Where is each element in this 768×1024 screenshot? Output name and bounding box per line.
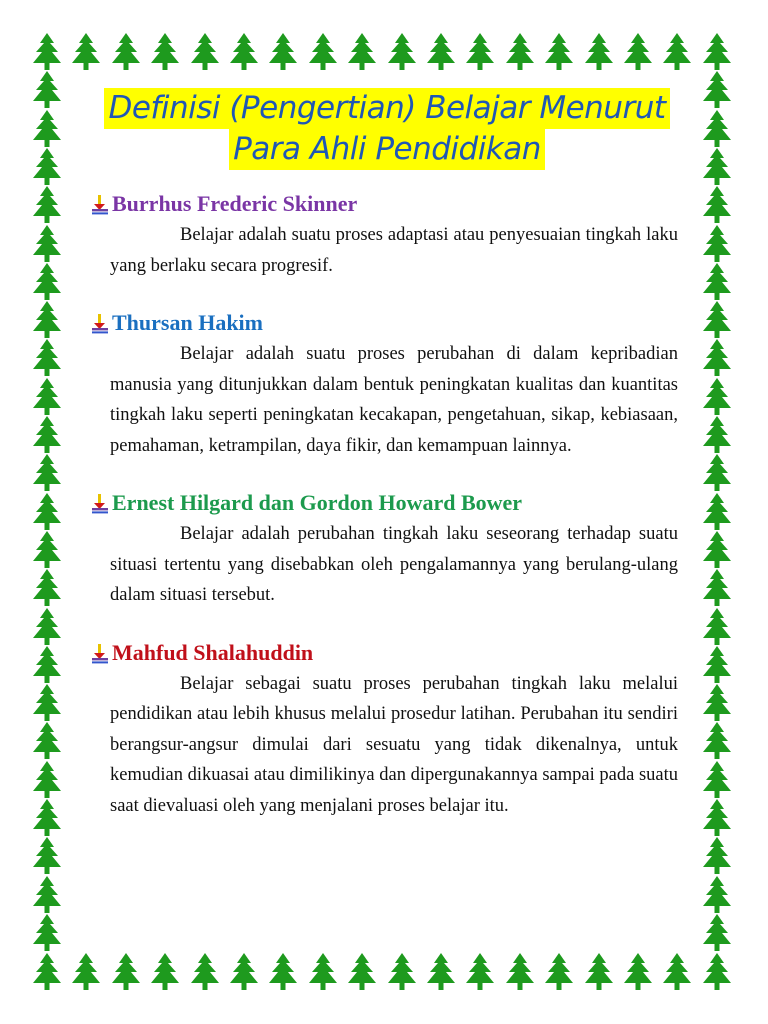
christmas-tree-icon bbox=[30, 721, 64, 761]
christmas-tree-icon bbox=[30, 109, 64, 149]
christmas-tree-icon bbox=[700, 952, 734, 992]
document-body bbox=[96, 88, 678, 847]
section-heading bbox=[90, 637, 678, 669]
christmas-tree-icon bbox=[700, 492, 734, 532]
christmas-tree-icon bbox=[582, 32, 616, 72]
section-paragraph: Belajar sebagai suatu proses perubahan tingkah laku melalui pendidikan atau lebih khusus melalui prosedur latihan. Perubahan itu sendiri berangsur-angsur dimulai dari sesuatu yang tidak dikenalnya, untuk kemudian dikuasai atau dimilikinya dan dipergunakannya sampai pada suatu saat dievaluasi oleh yang menjalani proses belajar itu. bbox=[110, 673, 678, 816]
heading-text: Burrhus Frederic Skinner bbox=[112, 191, 358, 216]
christmas-tree-icon bbox=[503, 32, 537, 72]
christmas-tree-icon bbox=[700, 338, 734, 378]
christmas-tree-icon bbox=[700, 109, 734, 149]
arrow-bullet-icon bbox=[90, 642, 110, 664]
christmas-tree-icon bbox=[542, 952, 576, 992]
christmas-tree-icon bbox=[266, 32, 300, 72]
heading-text: Mahfud Shalahuddin bbox=[112, 639, 314, 665]
christmas-tree-icon bbox=[660, 32, 694, 72]
christmas-tree-icon bbox=[700, 70, 734, 110]
christmas-tree-icon bbox=[542, 32, 576, 72]
christmas-tree-icon bbox=[109, 952, 143, 992]
christmas-tree-icon bbox=[30, 185, 64, 225]
christmas-tree-icon bbox=[700, 453, 734, 493]
christmas-tree-icon bbox=[30, 836, 64, 876]
christmas-tree-icon bbox=[463, 32, 497, 72]
christmas-tree-icon bbox=[306, 32, 340, 72]
heading-text: Thursan Hakim bbox=[112, 310, 263, 335]
christmas-tree-icon bbox=[700, 645, 734, 685]
title-line-2: Para Ahli Pendidikan bbox=[229, 129, 545, 170]
section-paragraph: Belajar adalah suatu proses perubahan di dalam kepribadian manusia yang ditunjukkan dalam bentuk peningkatan kualitas dan kuantitas tingkah laku seperti peningkatan kecakapan, pengetahuan, sikap, kebiasaan, pemahaman, ketrampilan, daya fikir, dan kemampuan lainnya. bbox=[110, 344, 678, 456]
christmas-tree-icon bbox=[30, 262, 64, 302]
christmas-tree-icon bbox=[30, 70, 64, 110]
christmas-tree-icon bbox=[700, 798, 734, 838]
christmas-tree-icon bbox=[148, 32, 182, 72]
christmas-tree-icon bbox=[188, 32, 222, 72]
christmas-tree-icon bbox=[30, 300, 64, 340]
christmas-tree-icon bbox=[30, 224, 64, 264]
section-heading bbox=[90, 188, 678, 220]
christmas-tree-icon bbox=[424, 952, 458, 992]
christmas-tree-icon bbox=[30, 645, 64, 685]
christmas-tree-icon bbox=[30, 453, 64, 493]
christmas-tree-icon bbox=[424, 32, 458, 72]
christmas-tree-icon bbox=[69, 952, 103, 992]
christmas-tree-icon bbox=[700, 760, 734, 800]
arrow-bullet-icon bbox=[90, 193, 110, 215]
title-line-1: Definisi (Pengertian) Belajar Menurut bbox=[104, 88, 669, 129]
section-mahfud bbox=[96, 637, 678, 822]
christmas-tree-icon bbox=[700, 683, 734, 723]
christmas-tree-icon bbox=[30, 913, 64, 953]
christmas-tree-icon bbox=[30, 798, 64, 838]
christmas-tree-icon bbox=[700, 147, 734, 187]
christmas-tree-icon bbox=[700, 530, 734, 570]
christmas-tree-icon bbox=[700, 377, 734, 417]
christmas-tree-icon bbox=[700, 721, 734, 761]
section-heading bbox=[90, 487, 678, 519]
christmas-tree-icon bbox=[700, 32, 734, 72]
christmas-tree-icon bbox=[30, 530, 64, 570]
christmas-tree-icon bbox=[700, 607, 734, 647]
christmas-tree-icon bbox=[660, 952, 694, 992]
christmas-tree-icon bbox=[385, 952, 419, 992]
christmas-tree-icon bbox=[582, 952, 616, 992]
christmas-tree-icon bbox=[700, 568, 734, 608]
christmas-tree-icon bbox=[306, 952, 340, 992]
arrow-bullet-icon bbox=[90, 312, 110, 334]
christmas-tree-icon bbox=[385, 32, 419, 72]
christmas-tree-icon bbox=[266, 952, 300, 992]
christmas-tree-icon bbox=[30, 338, 64, 378]
page-title bbox=[96, 88, 678, 170]
section-hakim bbox=[96, 307, 678, 461]
christmas-tree-icon bbox=[30, 607, 64, 647]
section-heading bbox=[90, 307, 678, 339]
christmas-tree-icon bbox=[621, 32, 655, 72]
christmas-tree-icon bbox=[700, 262, 734, 302]
christmas-tree-icon bbox=[188, 952, 222, 992]
section-paragraph: Belajar adalah suatu proses adaptasi atau penyesuaian tingkah laku yang berlaku secara progresif. bbox=[110, 225, 678, 276]
christmas-tree-icon bbox=[700, 913, 734, 953]
section-paragraph: Belajar adalah perubahan tingkah laku seseorang terhadap suatu situasi tertentu yang disebabkan oleh pengalamannya yang berulang-ulang dalam situasi tersebut. bbox=[110, 524, 678, 605]
christmas-tree-icon bbox=[345, 32, 379, 72]
christmas-tree-icon bbox=[30, 760, 64, 800]
christmas-tree-icon bbox=[700, 224, 734, 264]
arrow-bullet-icon bbox=[90, 492, 110, 514]
christmas-tree-icon bbox=[700, 300, 734, 340]
christmas-tree-icon bbox=[30, 32, 64, 72]
christmas-tree-icon bbox=[503, 952, 537, 992]
section-skinner bbox=[96, 188, 678, 281]
christmas-tree-icon bbox=[30, 147, 64, 187]
christmas-tree-icon bbox=[621, 952, 655, 992]
christmas-tree-icon bbox=[30, 683, 64, 723]
christmas-tree-icon bbox=[109, 32, 143, 72]
section-hilgard-bower bbox=[96, 487, 678, 611]
christmas-tree-icon bbox=[30, 568, 64, 608]
christmas-tree-icon bbox=[700, 185, 734, 225]
christmas-tree-icon bbox=[30, 492, 64, 532]
christmas-tree-icon bbox=[30, 377, 64, 417]
christmas-tree-icon bbox=[700, 875, 734, 915]
christmas-tree-icon bbox=[345, 952, 379, 992]
christmas-tree-icon bbox=[463, 952, 497, 992]
christmas-tree-icon bbox=[700, 836, 734, 876]
christmas-tree-icon bbox=[700, 415, 734, 455]
heading-text: Ernest Hilgard dan Gordon Howard Bower bbox=[112, 490, 523, 515]
christmas-tree-icon bbox=[30, 952, 64, 992]
christmas-tree-icon bbox=[30, 875, 64, 915]
christmas-tree-icon bbox=[227, 32, 261, 72]
christmas-tree-icon bbox=[148, 952, 182, 992]
christmas-tree-icon bbox=[30, 415, 64, 455]
christmas-tree-icon bbox=[227, 952, 261, 992]
christmas-tree-icon bbox=[69, 32, 103, 72]
